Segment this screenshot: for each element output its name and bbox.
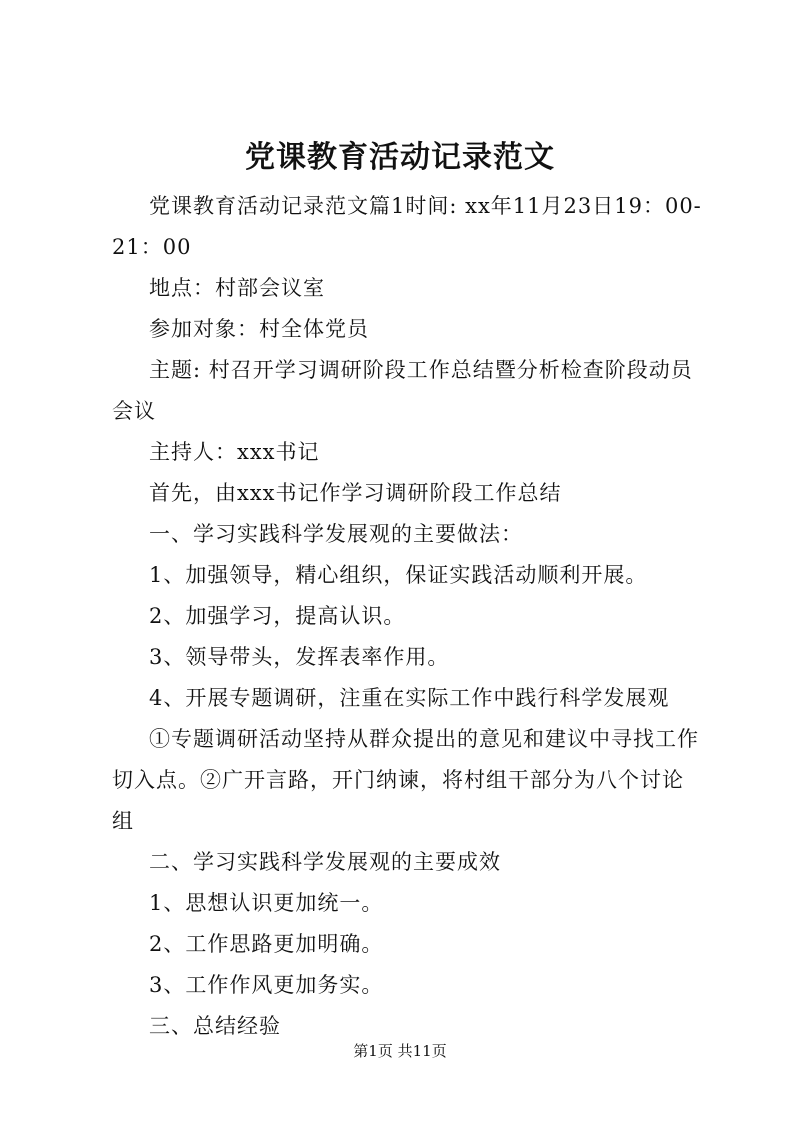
- paragraph-research: ①专题调研活动坚持从群众提出的意见和建议中寻找工作切入点。②广开言路，开门纳谏，将村组干部分为八个讨论组: [112, 727, 699, 833]
- list-item: 2、加强学习，提高认识。: [149, 604, 406, 628]
- page-footer: 第1页 共11页: [353, 1042, 447, 1060]
- section-heading-3: 三、总结经验: [149, 1014, 281, 1038]
- list-item: 1、思想认识更加统一。: [149, 891, 384, 915]
- list-item: 3、工作作风更加务实。: [149, 973, 384, 997]
- list-item: 4、开展专题调研，注重在实际工作中践行科学发展观: [149, 686, 670, 710]
- document-body: [112, 186, 704, 1047]
- paragraph-intro: 首先，由xxx书记作学习调研阶段工作总结: [149, 481, 562, 505]
- list-item: 1、加强领导，精心组织，保证实践活动顺利开展。: [149, 563, 648, 587]
- paragraph-theme: 主题: 村召开学习调研阶段工作总结暨分析检查阶段动员会议: [112, 358, 693, 423]
- section-heading-2: 二、学习实践科学发展观的主要成效: [149, 850, 501, 874]
- list-item: 2、工作思路更加明确。: [149, 932, 384, 956]
- list-item: 3、领导带头，发挥表率作用。: [149, 645, 450, 669]
- page-title: 党课教育活动记录范文: [245, 140, 555, 175]
- section-heading-1: 一、学习实践科学发展观的主要做法：: [149, 522, 523, 546]
- paragraph-time: 党课教育活动记录范文篇1时间: xx年11月23日19：00-21：00: [112, 194, 702, 259]
- paragraph-location: 地点：村部会议室: [149, 276, 325, 300]
- paragraph-participants: 参加对象：村全体党员: [149, 317, 369, 341]
- paragraph-host: 主持人：xxx书记: [149, 440, 320, 464]
